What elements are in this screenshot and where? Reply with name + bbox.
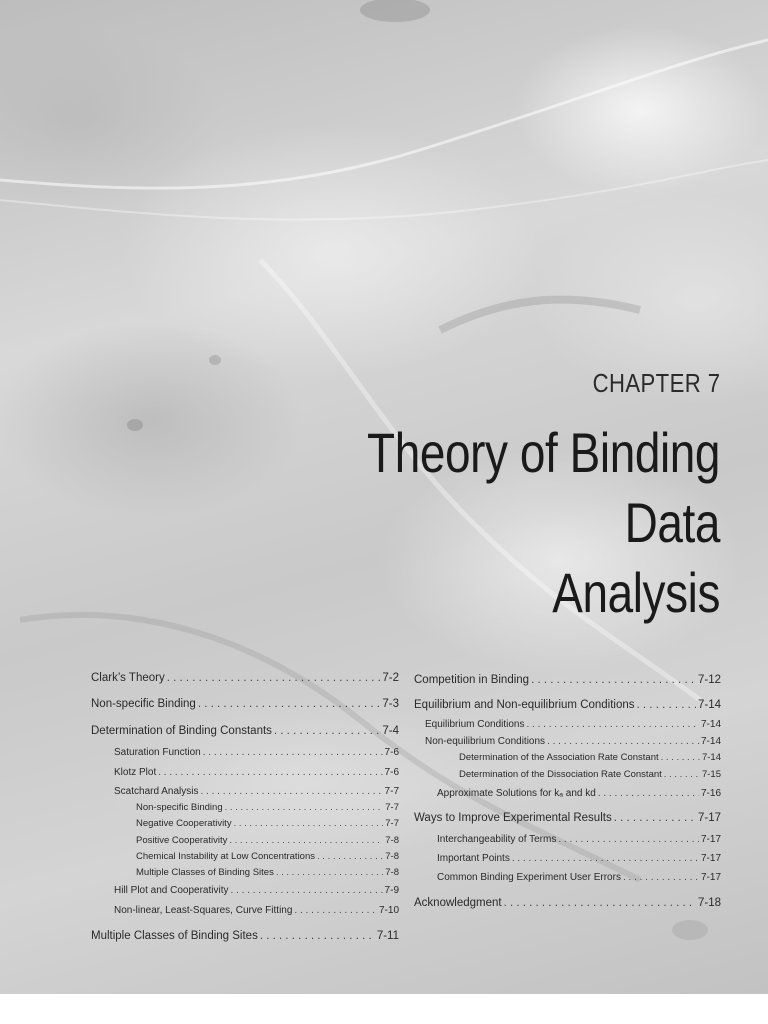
toc-entry-negative-cooperativity[interactable] [136, 818, 399, 829]
toc-leader [317, 851, 383, 862]
toc-entry-competition-in-binding[interactable] [414, 674, 721, 686]
toc-entry-page: 7-2 [382, 672, 399, 684]
toc-entry-ways-to-improve[interactable] [414, 812, 721, 824]
toc-leader [167, 672, 381, 684]
toc-entry-title: Important Points [437, 853, 510, 864]
toc-leader [274, 725, 380, 737]
toc-entry-page: 7-7 [385, 818, 399, 829]
toc-entry-determination-of-binding-constants[interactable] [91, 725, 399, 737]
toc-entry-association-rate-constant[interactable] [459, 752, 721, 763]
toc-leader [547, 736, 699, 747]
toc-leader [294, 905, 377, 916]
toc-entry-title: Chemical Instability at Low Concentrations [136, 851, 316, 862]
chapter-label: CHAPTER 7 [592, 368, 720, 398]
toc-entry-page: 7-7 [384, 786, 399, 797]
toc-leader [637, 699, 696, 711]
toc-leader [512, 853, 699, 864]
toc-entry-page: 7-14 [697, 699, 721, 711]
toc-entry-page: 7-14 [701, 752, 721, 763]
toc-entry-title: Positive Cooperativity [136, 835, 228, 846]
toc-entry-chemical-instability[interactable] [136, 851, 399, 862]
toc-entry-multiple-classes-sub[interactable] [136, 867, 399, 878]
toc-leader [614, 812, 696, 824]
toc-entry-title: Equilibrium and Non-equilibrium Conditions [414, 699, 635, 711]
toc-leader [229, 835, 383, 846]
toc-entry-title: Equilibrium Conditions [425, 719, 525, 730]
toc-entry-page: 7-17 [697, 812, 721, 824]
toc-entry-saturation-function[interactable] [114, 747, 399, 758]
toc-entry-title: Hill Plot and Cooperativity [114, 885, 229, 896]
toc-entry-page: 7-17 [700, 834, 721, 845]
toc-entry-title: Competition in Binding [414, 674, 530, 686]
toc-entry-page: 7-11 [376, 930, 399, 942]
toc-leader [201, 786, 383, 797]
toc-entry-page: 7-14 [700, 719, 721, 730]
chapter-title-line-2: Analysis [552, 561, 720, 624]
toc-entry-page: 7-17 [700, 872, 721, 883]
toc-entry-title: Scatchard Analysis [114, 786, 199, 797]
toc-entry-dissociation-rate-constant[interactable] [459, 769, 721, 780]
toc-leader [664, 769, 700, 780]
toc-entry-scatchard-analysis[interactable] [114, 786, 399, 797]
toc-leader [623, 872, 699, 883]
toc-leader [504, 897, 696, 909]
toc-entry-page: 7-6 [384, 747, 399, 758]
toc-entry-title: Multiple Classes of Binding Sites [136, 867, 274, 878]
toc-leader [527, 719, 699, 730]
toc-leader [260, 930, 375, 942]
toc-entry-title: Saturation Function [114, 747, 201, 758]
toc-entry-non-specific-binding[interactable] [91, 698, 399, 710]
toc-entry-important-points[interactable] [437, 853, 721, 864]
toc-entry-equilibrium-conditions[interactable] [425, 719, 721, 730]
toc-entry-title: Ways to Improve Experimental Results [414, 812, 612, 824]
toc-entry-acknowledgment[interactable] [414, 897, 721, 909]
toc-leader [203, 747, 383, 758]
toc-leader [198, 698, 381, 710]
toc-entry-non-linear-curve-fitting[interactable] [114, 905, 399, 916]
chapter-title [294, 418, 720, 628]
toc-entry-page: 7-9 [384, 885, 399, 896]
toc-entry-equilibrium-and-non-equilibrium[interactable] [414, 699, 721, 711]
toc-entry-page: 7-18 [697, 897, 721, 909]
toc-entry-positive-cooperativity[interactable] [136, 835, 399, 846]
toc-entry-page: 7-4 [382, 725, 399, 737]
toc-leader [225, 802, 384, 813]
toc-entry-common-user-errors[interactable] [437, 872, 721, 883]
toc-entry-multiple-classes-of-binding-sites[interactable] [91, 930, 399, 942]
toc-entry-title: Common Binding Experiment User Errors [437, 872, 621, 883]
toc-entry-page: 7-10 [378, 905, 399, 916]
toc-entry-page: 7-16 [700, 788, 721, 799]
toc-entry-page: 7-15 [701, 769, 721, 780]
toc-entry-title: Determination of the Association Rate Constant [459, 752, 659, 763]
toc-entry-title: Interchangeability of Terms [437, 834, 557, 845]
toc-leader [234, 818, 384, 829]
toc-entry-page: 7-7 [385, 802, 399, 813]
toc-leader [531, 674, 696, 686]
toc-entry-title: Klotz Plot [114, 767, 157, 778]
toc-entry-title: Determination of the Dissociation Rate Constant [459, 769, 662, 780]
toc-leader [558, 834, 699, 845]
toc-entry-title: Non-specific Binding [91, 698, 196, 710]
toc-entry-title: Non-equilibrium Conditions [425, 736, 546, 747]
toc-entry-approximate-solutions[interactable] [437, 788, 721, 799]
toc-entry-page: 7-8 [385, 851, 399, 862]
chapter-title-line-1: Theory of Binding Data [367, 421, 720, 554]
toc-entry-title: Determination of Binding Constants [91, 725, 272, 737]
toc-entry-page: 7-17 [700, 853, 721, 864]
toc-entry-title: Non-specific Binding [136, 802, 223, 813]
toc-entry-clarks-theory[interactable] [91, 672, 399, 684]
toc-entry-title: Negative Cooperativity [136, 818, 232, 829]
toc-leader [661, 752, 700, 763]
toc-entry-title: Multiple Classes of Binding Sites [91, 930, 258, 942]
toc-entry-non-equilibrium-conditions[interactable] [425, 736, 721, 747]
toc-entry-page: 7-14 [700, 736, 721, 747]
toc-entry-hill-plot[interactable] [114, 885, 399, 896]
toc-entry-title: Approximate Solutions for kₐ and kd [437, 788, 596, 799]
toc-entry-page: 7-12 [697, 674, 721, 686]
toc-leader [598, 788, 699, 799]
toc-entry-page: 7-3 [382, 698, 399, 710]
toc-leader [158, 767, 382, 778]
toc-entry-interchangeability-of-terms[interactable] [437, 834, 721, 845]
toc-entry-klotz-plot[interactable] [114, 767, 399, 778]
toc-entry-page: 7-8 [385, 835, 399, 846]
toc-leader [276, 867, 383, 878]
toc-entry-page: 7-8 [385, 867, 399, 878]
toc-entry-title: Clark’s Theory [91, 672, 165, 684]
toc-entry-title: Acknowledgment [414, 897, 502, 909]
toc-entry-non-specific-binding-sub[interactable] [136, 802, 399, 813]
toc-entry-title: Non-linear, Least-Squares, Curve Fitting [114, 905, 293, 916]
toc-leader [231, 885, 383, 896]
toc-entry-page: 7-6 [384, 767, 399, 778]
